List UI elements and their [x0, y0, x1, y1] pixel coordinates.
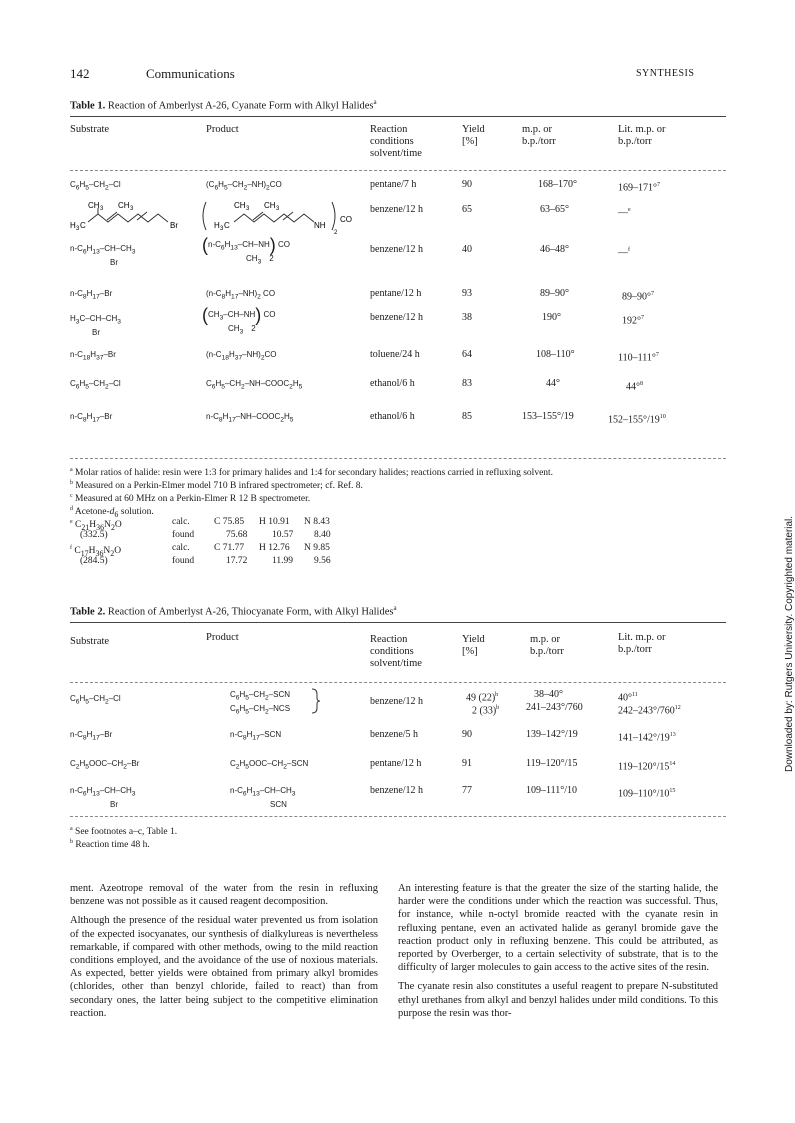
t1-r1-mp: 168–170°: [538, 179, 577, 190]
svg-text:Br: Br: [170, 221, 178, 230]
t2-r3-lit: $119-120^\circ/15^{14}$: [618, 761, 676, 773]
body-paragraph: ment. Azeotrope removal of the water from the resin in refluxing benzene was not possible as it caused reagent decomposition.: [70, 883, 378, 908]
t1-footnote-a: $^a$ Molar ratios of halide: resin were 1:3 for primary halides and 1:4 for secondary halides; reactions carried in refluxing solvent.: [70, 467, 554, 479]
body-paragraph: An interesting feature is that the greater the size of the starting halide, the harder were the conditions under which the reaction was successful. Thus, for instance, while n-octyl bromide reacted with the cyanate resin in refluxing pentane, even an activated halide as geranyl bromide gave the reaction product only in refluxing benzene. This could be attributed, as reported by Overberger, to a certain selectivity of substrate, that is to the difficulty of larger molecules to gain access to the active sites of the resin.: [398, 883, 718, 974]
body-paragraph: Although the presence of the residual water prevented us from isolation of the expected isocyanates, our synthesis of dialkylureas is nevertheless remarkable, if compared with other methods, owing to the mild reaction conditions employed, and the avoidance of the use of noxious materials. As expected, better yields were obtained from primary alkyl bromides (chlorides, other than benzyl chloride, failed to react) than from secondary ones, the latter being subject to the competitive elimination reaction.: [70, 915, 378, 1019]
table1-head-rule: [70, 170, 726, 171]
download-note: Downloaded by: Rutgers University. Copyrighted material.: [784, 515, 795, 772]
t2-r1-product: $C_6H_5-CH_2$–SCN $C_6H_5-CH_2$–NCS: [230, 690, 291, 716]
t2-r2-product: $n-C_8H_{17}$–SCN: [230, 730, 282, 742]
t1-r6-conditions: toluene/24 h: [370, 349, 420, 360]
t1-r6-mp: 108–110°: [536, 349, 575, 360]
t2-r4-mp: 109–111°/10: [526, 785, 578, 796]
svg-text:3: 3: [100, 206, 104, 212]
t1-r6-yield: 64: [462, 349, 472, 360]
t1-e-c-found: 75.68: [226, 530, 248, 540]
table2-bottom-rule: [70, 816, 726, 817]
t1-r3-substrate: $n-C_6H_{13}-CH-CH_3$ Br: [70, 244, 136, 267]
t1-r1-product: $(C_6H_5-CH_2-NH)_2CO$: [206, 180, 282, 192]
table2-title: Table 2. Reaction of Amberlyst A-26, Thiocyanate Form, with Alkyl Halides$^a$: [70, 604, 397, 618]
t2-head-product: Product: [206, 632, 239, 643]
t1-f-c-found: 17.72: [226, 556, 248, 566]
t1-r7-yield: 83: [462, 378, 472, 389]
t2-r1-substrate: $C_6H_5-CH_2-Cl$: [70, 694, 121, 706]
t1-r8-mp: 153–155°/19: [522, 411, 574, 422]
svg-text:C: C: [80, 221, 86, 230]
t1-e-h-calc: H 10.91: [259, 517, 290, 527]
section-title: Communications: [146, 66, 235, 81]
t2-r3-yield: 91: [462, 758, 472, 769]
t1-r3-conditions: benzene/12 h: [370, 244, 424, 255]
t1-head-reaction: Reaction conditions solvent/time: [370, 124, 422, 159]
t1-e-c-calc: C 75.85: [214, 517, 245, 527]
t2-head-lit: Lit. m.p. or b.p./torr: [618, 632, 666, 655]
t1-r7-product: $C_6H_5-CH_2-NH-COOC_2H_5$: [206, 379, 303, 391]
t1-r5-lit: 192°$^7$: [622, 315, 644, 327]
t1-r2-lit: —$^e$: [618, 207, 631, 219]
t1-footnote-d: $^d$ Acetone-$d_6$ solution.: [70, 506, 154, 520]
t1-r4-conditions: pentane/12 h: [370, 288, 422, 299]
t2-r1-lit-b: $242-243^\circ/760^{12}$: [618, 705, 681, 717]
t1-r5-substrate: $H_3C-CH-CH_3$ Br: [70, 314, 121, 337]
svg-text:H: H: [214, 221, 220, 230]
t1-r8-lit: $152-155^\circ/19^{10}$: [608, 414, 666, 426]
table1-top-rule: [70, 116, 726, 117]
t1-r3-lit: —$^f$: [618, 247, 630, 259]
t1-r1-yield: 90: [462, 179, 472, 190]
t1-footnote-b: $^b$ Measured on a Perkin-Elmer model 710 B infrared spectrometer; cf. Ref. 8.: [70, 480, 363, 492]
table2-head-rule: [70, 682, 726, 683]
page-number: 142: [70, 66, 90, 81]
t1-r8-yield: 85: [462, 411, 472, 422]
t2-r1-lit-a: 40°$^{11}$: [618, 692, 638, 704]
t2-r2-lit: $141-142^\circ/19^{13}$: [618, 732, 676, 744]
t1-r7-lit: 44°$^8$: [626, 381, 643, 393]
t1-f-c-calc: C 71.77: [214, 543, 245, 553]
t1-head-lit: Lit. m.p. or b.p./torr: [618, 124, 666, 147]
t1-r2-product-structure: [200, 198, 360, 236]
t1-f-n-found: 9.56: [314, 556, 331, 566]
t1-head-yield: Yield [%]: [462, 124, 485, 147]
t1-r6-lit: 110–111°$^7$: [618, 352, 659, 364]
t1-r8-substrate: $n-C_8H_{17}-Br$: [70, 412, 113, 424]
t2-r2-yield: 90: [462, 729, 472, 740]
t2-r1-brace: [310, 688, 322, 714]
svg-text:3: 3: [220, 226, 224, 232]
t1-r2-mp: 63–65°: [540, 204, 569, 215]
t1-head-substrate: Substrate: [70, 124, 110, 135]
t1-r4-yield: 93: [462, 288, 472, 299]
t1-r4-lit: 89–90°$^7$: [622, 291, 654, 303]
t2-r2-mp: 139–142°/19: [526, 729, 578, 740]
t2-r3-conditions: pentane/12 h: [370, 758, 422, 769]
t1-footnote-f-formula: $^f$ $C_{17}H_{36}N_2O$: [70, 545, 122, 559]
t2-r1-conditions: benzene/12 h: [370, 696, 424, 707]
t1-r2-conditions: benzene/12 h: [370, 204, 424, 215]
svg-text:3: 3: [246, 206, 250, 212]
t1-r5-product: $(CH_3-CH-NH)$ CO $CH_3$ 2: [202, 305, 276, 336]
body-column-left: [70, 882, 378, 1026]
t2-r4-conditions: benzene/12 h: [370, 785, 424, 796]
svg-text:3: 3: [276, 206, 280, 212]
t1-r4-product: $(n-C_8H_{17}-NH)_2$ CO: [206, 289, 276, 301]
t2-head-substrate: Substrate: [70, 636, 110, 647]
t1-r2-yield: 65: [462, 204, 472, 215]
t1-footnote-e-mw: (332.5): [80, 530, 108, 540]
t1-r6-substrate: $n-C_{18}H_{37}-Br$: [70, 350, 116, 362]
t1-e-h-found: 10.57: [272, 530, 294, 540]
svg-text:CH: CH: [264, 201, 276, 210]
t1-r5-mp: 190°: [542, 312, 561, 323]
table2-top-rule: [70, 622, 726, 623]
svg-text:CO: CO: [340, 215, 352, 224]
t1-r8-product: $n-C_8H_{17}-NH-COOC_2H_5$: [206, 412, 294, 424]
t1-r4-substrate: $n-C_8H_{17}-Br$: [70, 289, 113, 301]
t1-r3-mp: 46–48°: [540, 244, 569, 255]
t1-e-calc-label: calc.: [172, 517, 190, 527]
svg-text:3: 3: [76, 226, 80, 232]
t1-f-n-calc: N 9.85: [304, 543, 330, 553]
t2-r1-yield-a: 49 $(22)^b$: [466, 692, 499, 704]
t1-r2-substrate-structure: [66, 200, 186, 232]
t2-head-yield: Yield [%]: [462, 634, 485, 657]
t2-r4-product: $n-C_6H_{13}-CH-CH_3$ SCN: [230, 786, 296, 809]
t1-footnote-e-formula: $^e$ $C_{21}H_{36}N_2O$: [70, 519, 122, 533]
t2-r4-yield: 77: [462, 785, 472, 796]
t2-r2-substrate: $n-C_8H_{17}-Br$: [70, 730, 113, 742]
t2-footnote-b: $^b$ Reaction time 48 h.: [70, 839, 150, 851]
t2-r1-mp-b: 241–243°/760: [526, 702, 583, 713]
t2-r3-substrate: $C_2H_5OOC-CH_2-Br$: [70, 759, 140, 771]
t2-r3-product: $C_2H_5OOC-CH_2$–SCN: [230, 759, 309, 771]
t1-footnote-f-mw: (284.5): [80, 556, 108, 566]
svg-text:H: H: [70, 221, 76, 230]
t1-r7-substrate: $C_6H_5-CH_2-Cl$: [70, 379, 121, 391]
t1-r1-substrate: $C_6H_5-CH_2-Cl$: [70, 180, 121, 192]
t1-r3-product: $(n-C_6H_{13}-CH-NH)$ CO $CH_3$ 2: [202, 235, 291, 266]
t1-r6-product: $(n-C_{18}H_{37}-NH)_2CO$: [206, 350, 277, 362]
journal-name: SYNTHESIS: [636, 68, 695, 79]
t1-r5-conditions: benzene/12 h: [370, 312, 424, 323]
body-paragraph: The cyanate resin also constitutes a useful reagent to prepare N-substituted ethyl urethanes from alkyl and benzyl halides under mild conditions. To this purpose the resin was thor-: [398, 981, 718, 1019]
svg-text:CH: CH: [118, 201, 130, 210]
t1-r1-lit: 169–171°$^7$: [618, 182, 660, 194]
svg-text:3: 3: [130, 206, 134, 212]
t2-r1-mp-a: 38–40°: [534, 689, 563, 700]
t2-r4-lit: $109-110^\circ/10^{15}$: [618, 788, 676, 800]
table1-title: Table 1. Reaction of Amberlyst A-26, Cyanate Form with Alkyl Halides$^a$: [70, 98, 377, 112]
t2-head-reaction: Reaction conditions solvent/time: [370, 634, 422, 669]
t1-f-found-label: found: [172, 556, 195, 566]
t1-f-calc-label: calc.: [172, 543, 190, 553]
t1-r1-conditions: pentane/7 h: [370, 179, 417, 190]
t2-r1-yield-b: 2 $(33)^b$: [472, 705, 500, 717]
t2-r2-conditions: benzene/5 h: [370, 729, 419, 740]
t1-r4-mp: 89–90°: [540, 288, 569, 299]
t1-e-n-found: 8.40: [314, 530, 331, 540]
t1-f-h-found: 11.99: [272, 556, 294, 566]
t1-f-h-calc: H 12.76: [259, 543, 290, 553]
svg-text:2: 2: [334, 230, 338, 236]
svg-text:CH: CH: [88, 201, 100, 210]
svg-text:NH: NH: [314, 221, 326, 230]
t1-r7-mp: 44°: [546, 378, 560, 389]
t1-r5-yield: 38: [462, 312, 472, 323]
t1-r7-conditions: ethanol/6 h: [370, 378, 415, 389]
t2-footnote-a: $^a$ See footnotes a–c, Table 1.: [70, 826, 178, 838]
t2-r4-substrate: $n-C_6H_{13}-CH-CH_3$ Br: [70, 786, 136, 809]
table1-bottom-rule: [70, 458, 726, 459]
svg-text:CH: CH: [234, 201, 246, 210]
t1-head-mp: m.p. or b.p./torr: [522, 124, 556, 147]
t1-footnote-c: $^c$ Measured at 60 MHz on a Perkin-Elmer R 12 B spectrometer.: [70, 493, 311, 505]
t2-head-mp: m.p. or b.p./torr: [530, 634, 564, 657]
svg-text:C: C: [224, 221, 230, 230]
t2-r3-mp: 119–120°/15: [526, 758, 578, 769]
body-column-right: [398, 882, 718, 1026]
t1-e-n-calc: N 8.43: [304, 517, 330, 527]
t1-e-found-label: found: [172, 530, 195, 540]
t1-r8-conditions: ethanol/6 h: [370, 411, 415, 422]
t1-head-product: Product: [206, 124, 239, 135]
t1-r3-yield: 40: [462, 244, 472, 255]
